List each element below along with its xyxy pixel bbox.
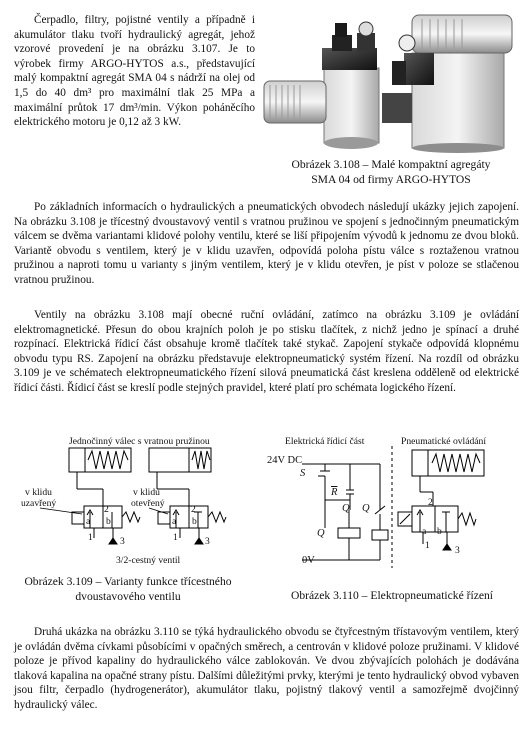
fig110-title-electrical: Elektrická řídicí část — [285, 436, 365, 447]
fig109-right-state-line1: v klidu — [133, 487, 160, 498]
fig110-coil-q: Q — [317, 528, 325, 539]
fig109-right-port-3: 3 — [205, 536, 210, 547]
figure109-caption-line1: Obrázek 3.109 – Varianty funkce třícestného — [24, 575, 232, 588]
fig110-port-2: 2 — [428, 497, 433, 508]
fig109-right-pos-b: b — [192, 516, 197, 527]
fig109-valve-label: 3/2-cestný ventil — [116, 555, 181, 566]
closing-text: Druhá ukázka na obrázku 3.110 se týká hydraulického obvodu se čtyřcestným třístavovým ventilem, který je ovládán dvěma cívkami působícími v opačných směrech, a centrován v klidové poloze pružinami. V klidové poloze je přívod kapaliny do hydraulického válce zablokován. Ve dvou zbývajících polohách je dodávána tlaková kapalina na opačné strany pístu. Dalšími důležitými prvky, kterými je tento hydraulický obvod vybaven jsou filtr, čerpadlo (hydrogenerátor), akumulátor tlaku, pojistný tlakový ventil a samozřejmě dvojčinný hydraulický válec. — [14, 626, 519, 711]
fig110-pos-a: a — [422, 526, 427, 537]
paragraph-2-text: Ventily na obrázku 3.108 mají obecné ruční ovládání, zatímco na obrázku 3.109 je ovládání elektromagnetické. Přesun do obou krajních poloh je po stisku tlačítek, z nichž jedno je spínací a druhé rozpínací. Elektrická řídicí část obsahuje kromě tlačítek také stykač. Zapojení stykače odpovídá klopnému obvodu typu RS. Zapojení na obrázku představuje elektropneumatický systém řízení. Na rozdíl od obrázku 3.109 je ve schématech elektropneumatického řízení silová pneumatická část kreslena odděleně od elektrické řídicí části. Řídicí část se kreslí podle stejných pravidel, které platí pro schémata logického řízení. — [14, 309, 519, 394]
fig109-right-cylinder — [149, 448, 211, 472]
fig109-left-port-3: 3 — [120, 536, 125, 547]
fig109-right-pos-a: a — [172, 516, 177, 527]
fig109-right-port-2: 2 — [191, 504, 196, 515]
figure108-caption — [255, 158, 527, 187]
fig110-coil — [338, 528, 360, 538]
fig109-right-state-line2: otevřený — [131, 498, 165, 509]
fig109-left-state-line2: uzavřený — [21, 498, 57, 509]
fig109-left-pos-a: a — [86, 516, 91, 527]
fig109-right-port-1: 1 — [173, 532, 178, 543]
intro-text: Čerpadlo, filtry, pojistné ventily a případně i akumulátor tlaku tvoří hydraulický agregát, jehož vzorové provedení je na obrázku 3.107. Je to výrobek firmy ARGO-HYTOS a.s., představující malý kompaktní agregát SMA 04 s nádrží na olej od 1,5 do 40 dm³ pro maximální tlak 25 MPa a maximální průtok 17 dm³/min. Výkon poháněcího elektrického motoru je 0,12 až 3 kW. — [14, 14, 255, 129]
photo-left-motor — [264, 81, 326, 123]
fig109-title: Jednočinný válec s vratnou pružinou — [69, 436, 210, 447]
figure109-caption-line2: dvoustavového ventilu — [75, 589, 181, 603]
fig110-port-3: 3 — [455, 545, 460, 556]
fig110-contact-q-1: Q — [342, 503, 350, 514]
fig110-supply-label: 24V DC — [267, 455, 303, 466]
aggregate-photo — [262, 13, 517, 156]
figure108-caption-line2: SMA 04 od firmy ARGO-HYTOS — [311, 172, 471, 186]
paragraph-1-text: Po základních informacích o hydraulických a pneumatických obvodech následují ukázky jejich zapojení. Na obrázku 3.108 je třícestný dvoustavový ventil s vratnou pružinou ve spojení s jednočinným pneumatickým válcem se dvěma variantami klidové polohy ventilu, které se liší připojením vývodů k jednomu ze dvou bloků. Variantě obvodu s ventilem, který je v klidu uzavřen, odpovídá poloha pístu válce s roztaženou vratnou pružinou a naproti tomu u varianty s jiným ventilem, který je v klidu otevřen, je píst v poloze se stlačenou vratnou pružinou. — [14, 201, 519, 286]
fig110-ground-label: 0V — [302, 555, 315, 566]
figure110-caption — [262, 589, 522, 604]
fig109-left-port-2: 2 — [104, 504, 109, 515]
figure110-caption-text: Obrázek 3.110 – Elektropneumatické řízení — [290, 589, 494, 602]
fig110-port-1: 1 — [425, 540, 430, 551]
fig110-title-pneumatic: Pneumatické ovládání — [401, 436, 486, 447]
fig110-switch-r: $\overline{R}$ — [331, 487, 338, 498]
figure108-caption-line1: Obrázek 3.108 – Malé kompaktní agregáty — [291, 158, 491, 171]
figure109-caption — [8, 575, 248, 604]
fig109-left-pos-b: b — [106, 516, 111, 527]
fig109-left-port-1: 1 — [88, 532, 93, 543]
intro-paragraph — [14, 13, 255, 130]
paragraph-2 — [14, 308, 519, 396]
fig109-left-state-line1: v klidu — [25, 487, 52, 498]
photo-left-tank — [324, 68, 379, 143]
fig110-pos-b: b — [437, 526, 442, 537]
fig110-contact-q-2: Q — [362, 503, 370, 514]
paragraph-1 — [14, 200, 519, 288]
closing-paragraph — [14, 625, 519, 713]
fig110-switch-s: S — [300, 468, 306, 479]
